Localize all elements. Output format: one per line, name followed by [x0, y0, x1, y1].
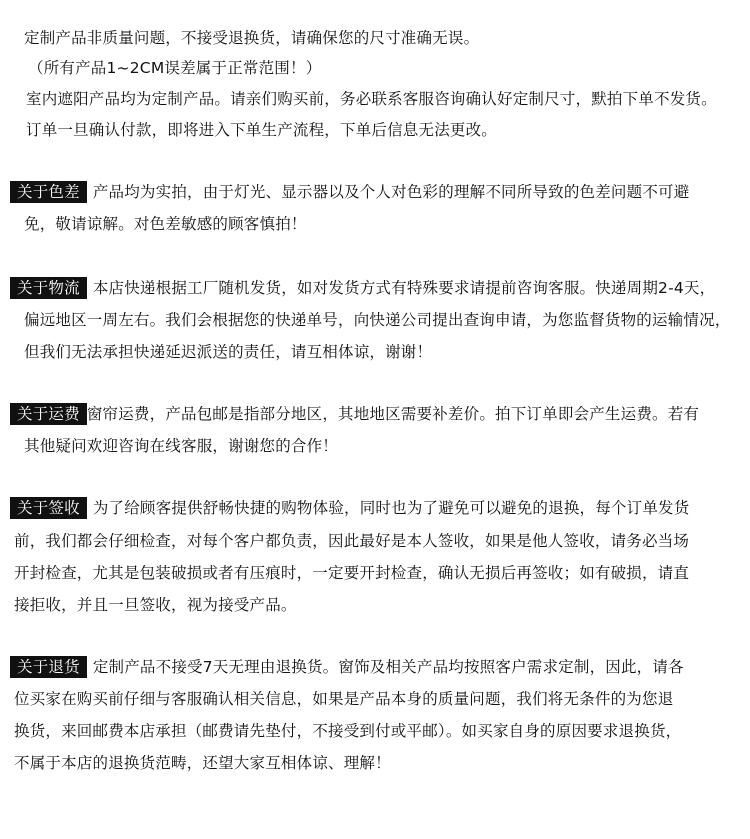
returns-section-line-4: 不属于本店的退换货范畴，还望大家互相体谅、理解！: [14, 754, 391, 772]
intro-line-1: 定制产品非质量问题，不接受退换货，请确保您的尺寸准确无误。: [24, 29, 480, 47]
returns-section-tag: 关于退货: [10, 656, 87, 678]
shipping-section-tag: 关于运费: [10, 403, 87, 425]
shipping-section-line-2: 其他疑问欢迎咨询在线客服，谢谢您的合作！: [24, 437, 339, 455]
signing-section-line-3: 开封检查，尤其是包装破损或者有压痕时，一定要开封检查，确认无损后再签收；如有破损，请直: [14, 564, 690, 582]
color-section-line-1: [10, 181, 689, 203]
logistics-section-line-3: 但我们无法承担快递延迟派送的责任，请互相体谅，谢谢！: [24, 343, 433, 361]
logistics-section-line-1: [10, 277, 715, 299]
logistics-section-tag: 关于物流: [10, 277, 87, 299]
signing-section-line-4: 接拒收，并且一旦签收，视为接受产品。: [14, 596, 297, 614]
color-section-tag: 关于色差: [10, 181, 87, 203]
shipping-section-text-1: 窗帘运费，产品包邮是指部分地区，其地地区需要补差价。拍下订单即会产生运费。若有: [86, 405, 700, 423]
returns-section-text-1: 定制产品不接受7天无理由退换货。窗饰及相关产品均按照客户需求定制，因此，请各: [92, 658, 684, 676]
signing-section-text-1: 为了给顾客提供舒畅快捷的购物体验，同时也为了避免可以避免的退换，每个订单发货: [92, 499, 690, 517]
intro-line-3: 室内遮阳产品均为定制产品。请亲们购买前，务必联系客服咨询确认好定制尺寸，默拍下单不发货。: [26, 90, 717, 108]
signing-section-tag: 关于签收: [10, 497, 87, 519]
color-section-line-2: 免，敬请谅解。对色差敏感的顾客慎拍！: [24, 215, 307, 233]
color-section-text-1: 产品均为实拍，由于灯光、显示器以及个人对色彩的理解不同所导致的色差问题不可避: [92, 183, 690, 201]
intro-line-4: 订单一旦确认付款，即将进入下单生产流程，下单后信息无法更改。: [26, 121, 498, 139]
signing-section-line-1: [10, 497, 689, 519]
signing-section-line-2: 前，我们都会仔细检查，对每个客户都负责，因此最好是本人签收，如果是他人签收，请务必当场: [14, 532, 690, 550]
logistics-section-text-1: 本店快递根据工厂随机发货，如对发货方式有特殊要求请提前咨询客服。快递周期2-4天，: [92, 279, 716, 297]
shipping-section-line-1: [10, 403, 699, 425]
returns-section-line-1: [10, 656, 684, 678]
logistics-section-line-2: 偏远地区一周左右。我们会根据您的快递单号，向快递公司提出查询申请，为您监督货物的运输情况，: [24, 311, 731, 329]
intro-line-2: （所有产品1~2CM误差属于正常范围！）: [28, 59, 322, 77]
returns-section-line-3: 换货，来回邮费本店承担（邮费请先垫付，不接受到付或平邮）。如买家自身的原因要求退换货，: [14, 722, 682, 740]
returns-section-line-2: 位买家在购买前仔细与客服确认相关信息，如果是产品本身的质量问题，我们将无条件的为您退: [14, 690, 674, 708]
